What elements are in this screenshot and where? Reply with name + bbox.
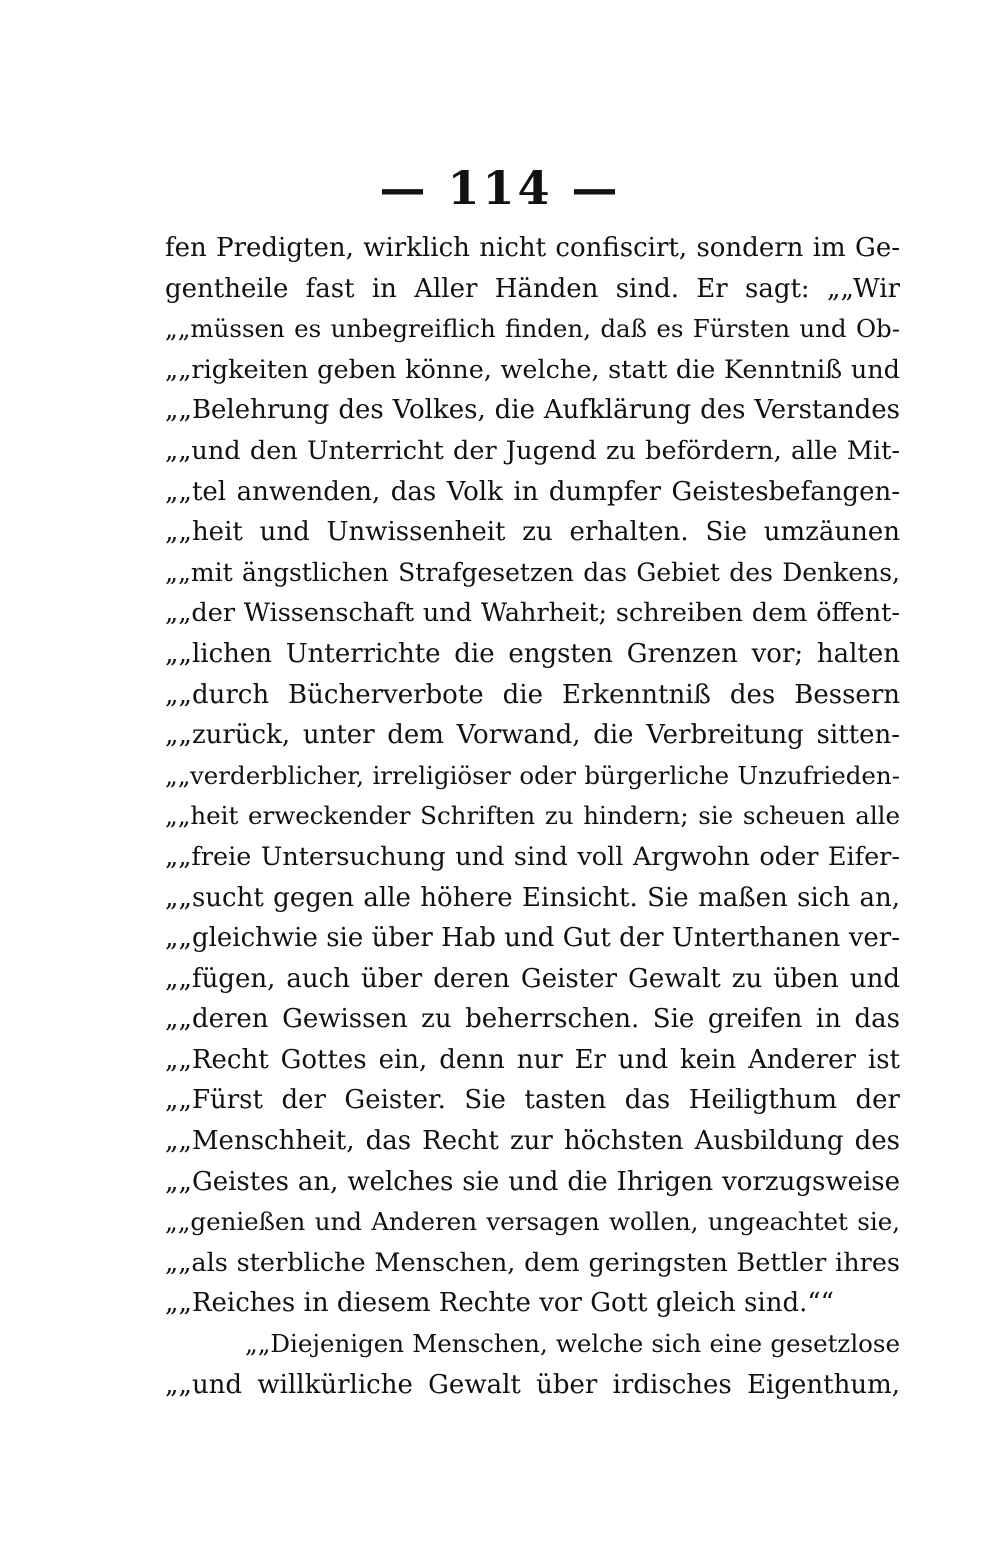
- text-line: „„mit ängstlichen Strafgesetzen das Gebiet des Denkens,: [165, 557, 900, 587]
- text-line: „„tel anwenden, das Volk in dumpfer Geistesbefangen-: [165, 476, 900, 507]
- text-line: „„Geistes an, welches sie und die Ihrigen vorzugsweise: [165, 1166, 900, 1197]
- text-line: „„Recht Gottes ein, denn nur Er und kein Anderer ist: [165, 1044, 900, 1075]
- text-line: „„zurück, unter dem Vorwand, die Verbreitung sitten-: [165, 720, 900, 751]
- text-line: „„rigkeiten geben könne, welche, statt die Kenntniß und: [165, 354, 900, 385]
- text-line: „„genießen und Anderen versagen wollen, ungeachtet sie,: [165, 1207, 900, 1237]
- text-line: „„durch Bücherverbote die Erkenntniß des Bessern: [165, 679, 900, 710]
- text-line: „„Belehrung des Volkes, die Aufklärung des Verstandes: [165, 395, 900, 426]
- text-line: „„deren Gewissen zu beherrschen. Sie greifen in das: [165, 1004, 900, 1035]
- text-line: „„freie Untersuchung und sind voll Argwohn oder Eifer-: [165, 841, 900, 872]
- text-line: „„Menschheit, das Recht zur höchsten Ausbildung des: [165, 1126, 900, 1157]
- text-line: „„verderblicher, irreligiöser oder bürgerliche Unzufrieden-: [165, 760, 900, 790]
- text-line: „„heit erweckender Schriften zu hindern; sie scheuen alle: [165, 801, 900, 831]
- text-line: „„und den Unterricht der Jugend zu befördern, alle Mit-: [165, 435, 900, 466]
- text-line: „„Reiches in diesem Rechte vor Gott gleich sind.““: [165, 1288, 834, 1319]
- text-line: „„lichen Unterrichte die engsten Grenzen vor; halten: [165, 638, 900, 669]
- text-line: „„müssen es unbegreiflich finden, daß es Fürsten und Ob-: [165, 314, 900, 344]
- text-line: „„als sterbliche Menschen, dem geringsten Bettler ihres: [165, 1247, 900, 1278]
- body-text: [165, 228, 900, 1405]
- page-number: — 114 —: [379, 161, 621, 215]
- text-line: fen Predigten, wirklich nicht confiscirt, sondern im Ge-: [165, 233, 900, 263]
- text-line: gentheile fast in Aller Händen sind. Er sagt: „„Wir: [165, 273, 900, 304]
- text-line: „„fügen, auch über deren Geister Gewalt zu üben und: [165, 963, 900, 994]
- text-line: „„und willkürliche Gewalt über irdisches Eigenthum,: [165, 1369, 900, 1400]
- text-line: „„Fürst der Geister. Sie tasten das Heiligthum der: [165, 1085, 900, 1116]
- text-line: „„gleichwie sie über Hab und Gut der Unterthanen ver-: [165, 923, 900, 954]
- text-line: „„Diejenigen Menschen, welche sich eine gesetzlose: [245, 1329, 900, 1359]
- text-line: „„der Wissenschaft und Wahrheit; schreiben dem öffent-: [165, 598, 900, 629]
- text-line: „„sucht gegen alle höhere Einsicht. Sie maßen sich an,: [165, 882, 900, 913]
- text-line: „„heit und Unwissenheit zu erhalten. Sie umzäunen: [165, 517, 900, 548]
